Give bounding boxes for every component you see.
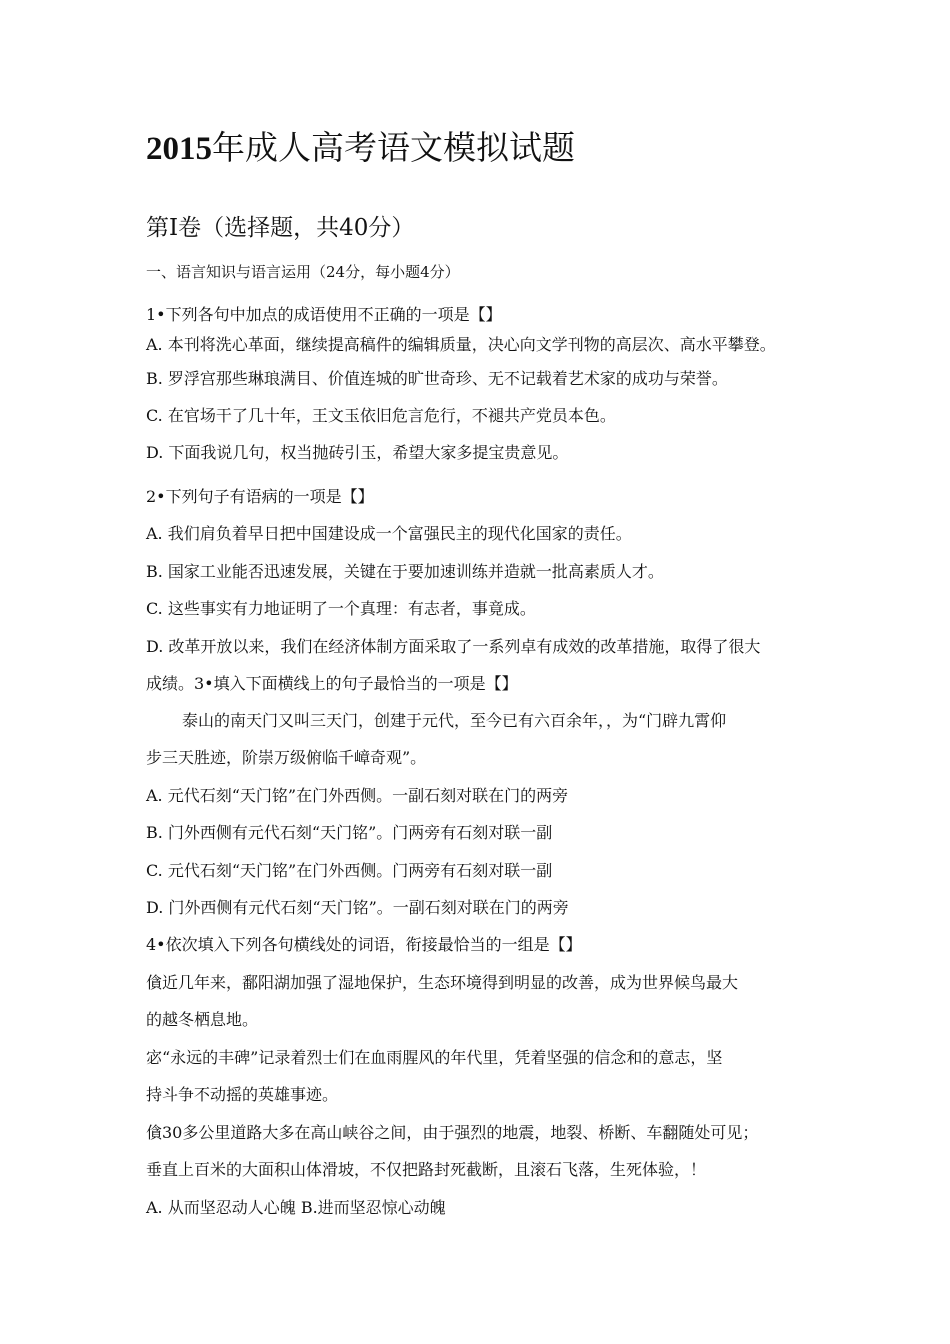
title-year: 2015 <box>146 131 212 167</box>
question-2-stem: 2•下列句子有语病的一项是【】 <box>146 487 374 506</box>
part-heading: 一、语言知识与语言运用（24分，每小题4分） <box>146 263 460 281</box>
question-4-sentence-1-line-1: 僋近几年来，鄱阳湖加强了湿地保护，生态环境得到明显的改善，成为世界候鸟最大 <box>146 973 739 992</box>
question-2-option-a: A. 我们肩负着早日把中国建设成一个富强民主的现代化国家的责任。 <box>146 524 632 543</box>
title-text: 年成人高考语文模拟试题 <box>212 128 575 167</box>
question-1-option-d: D. 下面我说几句，权当抛砖引玉，希望大家多提宝贵意见。 <box>146 443 569 462</box>
question-3-passage-line-2: 步三天胜迹，阶崇万级俯临千嶂奇观”。 <box>146 748 427 767</box>
question-4-sentence-3-line-1: 僋30多公里道路大多在高山峡谷之间，由于强烈的地震，地裂、桥断、车翻随处可见； <box>146 1123 759 1142</box>
question-3-passage-line-1: 泰山的南天门又叫三天门，创建于元代，至今已有六百余年，，为“门辟九霄仰 <box>182 711 727 730</box>
question-1-option-c: C. 在官场干了几十年，王文玉依旧危言危行，不褪共产党员本色。 <box>146 406 616 425</box>
question-4-sentence-3-line-2: 垂直上百米的大面积山体滑坡，不仅把路封死截断，且滚石飞落，生死体验，！ <box>146 1160 707 1179</box>
question-4-stem: 4•依次填入下列各句横线处的词语，衔接最恰当的一组是【】 <box>146 935 582 954</box>
question-2-option-b: B. 国家工业能否迅速发展，关键在于要加速训练并造就一批高素质人才。 <box>146 562 664 581</box>
question-4-sentence-2-line-1: 宓“永远的丰碑”记录着烈士们在血雨腥风的年代里，凭着坚强的信念和的意志，坚 <box>146 1048 723 1067</box>
question-2-option-d: D. 改革开放以来，我们在经济体制方面采取了一系列卓有成效的改革措施，取得了很大 <box>146 637 761 656</box>
question-4-sentence-1-line-2: 的越冬栖息地。 <box>146 1010 259 1029</box>
question-3-stem: 成绩。3•填入下面横线上的句子最恰当的一项是【】 <box>146 674 518 693</box>
question-3-option-d: D. 门外西侧有元代石刻“天门铭”。一副石刻对联在门的两旁 <box>146 898 569 917</box>
question-4-sentence-2-line-2: 持斗争不动摇的英雄事迹。 <box>146 1085 339 1104</box>
question-1-stem: 1•下列各句中加点的成语使用不正确的一项是【】 <box>146 305 502 324</box>
question-4-options: A. 从而坚忍动人心魄 B.进而坚忍惊心动魄 <box>146 1198 446 1217</box>
section-heading: 第Ⅰ卷（选择题，共40分） <box>146 215 415 241</box>
question-3-option-a: A. 元代石刻“天门铭”在门外西侧。一副石刻对联在门的两旁 <box>146 786 569 805</box>
question-3-option-c: C. 元代石刻“天门铭”在门外西侧。门两旁有石刻对联一副 <box>146 861 553 880</box>
question-3-option-b: B. 门外西侧有元代石刻“天门铭”。门两旁有石刻对联一副 <box>146 823 553 842</box>
question-2-option-c: C. 这些事实有力地证明了一个真理：有志者，事竟成。 <box>146 599 536 618</box>
question-1-option-a: A. 本刊将洗心革面，继续提高稿件的编辑质量，决心向文学刊物的高层次、高水平攀登。 <box>146 335 776 354</box>
question-1-option-b: B. 罗浮宫那些琳琅满目、价值连城的旷世奇珍、无不记载着艺术家的成功与荣誉。 <box>146 369 728 388</box>
document-title <box>146 128 575 169</box>
